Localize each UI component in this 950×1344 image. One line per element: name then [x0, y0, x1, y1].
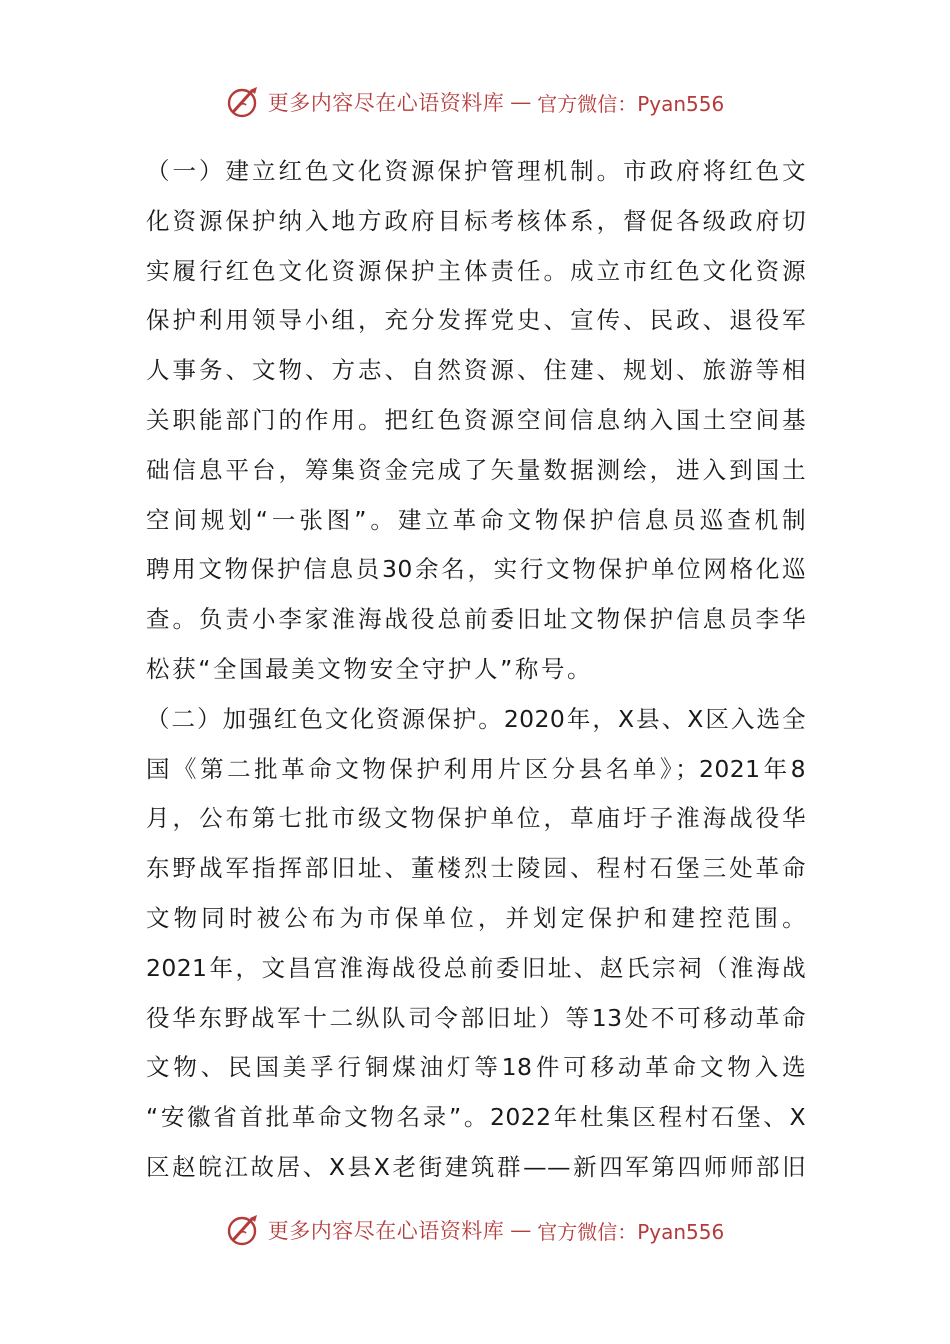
ink-pen-logo-icon — [226, 84, 262, 120]
text-line: 查。负责小李家淮海战役总前委旧址文物保护信息员李华 — [146, 605, 806, 634]
text-line: 国《第二批革命文物保护利用片区分县名单》；2021年8 — [146, 754, 806, 783]
text-line: 聘用文物保护信息员30余名，实行文物保护单位网格化巡 — [146, 555, 806, 584]
header-banner — [0, 82, 950, 122]
text-line: （二）加强红色文化资源保护。2020年，X县、X区入选全 — [146, 704, 806, 733]
text-line: 人事务、文物、方志、自然资源、住建、规划、旅游等相 — [146, 356, 806, 385]
footer-banner — [0, 1210, 950, 1250]
text-line: 松获“全国最美文物安全守护人”称号。 — [146, 654, 594, 683]
header-banner-inner — [226, 84, 725, 120]
footer-banner-inner — [226, 1212, 725, 1248]
text-line: 础信息平台，筹集资金完成了矢量数据测绘，进入到国土 — [146, 455, 806, 484]
banner-contact: 官方微信：Pyan556 — [537, 1219, 725, 1244]
banner-dash: — — [510, 90, 532, 114]
text-line: “安徽省首批革命文物名录”。2022年杜集区程村石堡、X — [146, 1103, 806, 1132]
text-line: （一）建立红色文化资源保护管理机制。市政府将红色文 — [146, 157, 806, 185]
text-line: 东野战军指挥部旧址、董楼烈士陵园、程村石堡三处革命 — [146, 854, 806, 883]
text-line: 空间规划“一张图”。建立革命文物保护信息员巡查机制 — [146, 505, 806, 534]
banner-contact: 官方微信：Pyan556 — [537, 91, 725, 116]
banner-dash: — — [510, 1218, 532, 1242]
text-line: 关职能部门的作用。把红色资源空间信息纳入国土空间基 — [146, 405, 806, 434]
banner-title: 更多内容尽在心语资料库 — [267, 91, 505, 115]
text-line: 2021年，文昌宫淮海战役总前委旧址、赵氏宗祠（淮海战 — [146, 953, 806, 982]
text-line: 役华东野战军十二纵队司令部旧址）等13处不可移动革命 — [146, 1003, 806, 1032]
text-line: 文物、民国美孚行铜煤油灯等18件可移动革命文物入选 — [146, 1053, 806, 1082]
text-line: 保护利用领导小组，充分发挥党史、宣传、民政、退役军 — [146, 306, 806, 335]
text-line: 月，公布第七批市级文物保护单位，草庙圩子淮海战役华 — [146, 804, 806, 833]
text-line: 实履行红色文化资源保护主体责任。成立市红色文化资源 — [146, 256, 806, 285]
text-line: 区赵皖江故居、X县X老街建筑群——新四军第四师师部旧 — [146, 1152, 806, 1181]
text-line: 文物同时被公布为市保单位，并划定保护和建控范围。 — [146, 903, 806, 932]
ink-pen-logo-icon — [226, 1212, 262, 1248]
banner-title: 更多内容尽在心语资料库 — [267, 1219, 505, 1243]
text-line: 化资源保护纳入地方政府目标考核体系，督促各级政府切 — [146, 206, 806, 235]
document-body — [146, 147, 806, 1193]
